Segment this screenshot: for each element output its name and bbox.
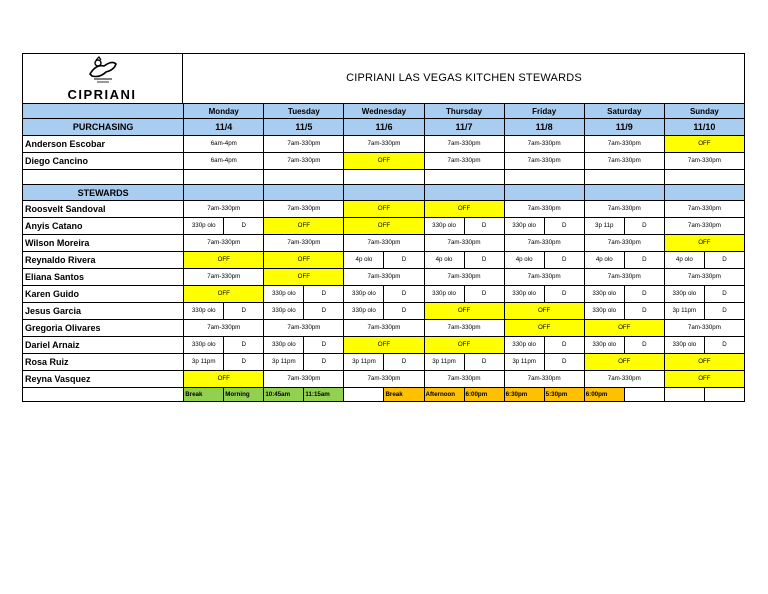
shift-cell: 7am-330pm xyxy=(664,201,744,218)
table-row xyxy=(23,269,745,286)
shift-cell: 7am-330pm xyxy=(504,371,584,388)
shift-cell: 7am-330pm xyxy=(184,235,264,252)
shift-flag-cell: D xyxy=(304,286,344,303)
off-cell: OFF xyxy=(184,371,264,388)
off-cell: OFF xyxy=(344,201,424,218)
blank-cell xyxy=(184,185,264,201)
shift-cell: 7am-330pm xyxy=(424,320,504,337)
shift-cell: 7am-330pm xyxy=(264,136,344,153)
off-cell: OFF xyxy=(584,320,664,337)
off-cell: OFF xyxy=(344,337,424,354)
table-row xyxy=(23,136,745,153)
table-row xyxy=(23,235,745,252)
cipriani-emblem-icon xyxy=(86,56,120,86)
blank-cell xyxy=(584,185,664,201)
shift-flag-cell: D xyxy=(544,286,584,303)
off-cell: OFF xyxy=(584,354,664,371)
break-legend-cell: 11:15am xyxy=(304,388,344,402)
logo xyxy=(22,53,183,103)
shift-flag-cell: D xyxy=(464,354,504,371)
shift-flag-cell: D xyxy=(544,252,584,269)
shift-cell: 330p olo xyxy=(184,303,224,320)
shift-cell: 3p 11pm xyxy=(664,303,704,320)
employee-name: Eliana Santos xyxy=(23,269,184,286)
shift-flag-cell: D xyxy=(224,337,264,354)
shift-cell: 330p olo xyxy=(584,303,624,320)
shift-cell: 7am-330pm xyxy=(424,153,504,170)
break-legend-cell: 10:45am xyxy=(264,388,304,402)
employee-name: Jesus Garcia xyxy=(23,303,184,320)
shift-flag-cell: D xyxy=(224,303,264,320)
shift-cell: 7am-330pm xyxy=(264,201,344,218)
table-row xyxy=(23,303,745,320)
break-legend-cell: 6:00pm xyxy=(464,388,504,402)
off-cell: OFF xyxy=(184,286,264,303)
section-row xyxy=(23,185,745,201)
shift-cell: 330p olo xyxy=(504,286,544,303)
table-row xyxy=(23,354,745,371)
table-row xyxy=(23,337,745,354)
shift-cell: 7am-330pm xyxy=(264,153,344,170)
day-name: Sunday xyxy=(664,104,744,119)
day-date: 11/5 xyxy=(264,119,344,136)
break-legend-cell: Break xyxy=(184,388,224,402)
blank-cell xyxy=(23,170,184,185)
shift-cell: 4p olo xyxy=(344,252,384,269)
break-legend-cell: 5:30pm xyxy=(544,388,584,402)
shift-cell: 330p olo xyxy=(664,337,704,354)
break-legend-cell xyxy=(664,388,704,402)
section-title-stewards: STEWARDS xyxy=(23,185,184,201)
shift-flag-cell: D xyxy=(384,303,424,320)
shift-flag-cell: D xyxy=(224,354,264,371)
break-legend-row xyxy=(23,388,745,402)
table-row xyxy=(23,201,745,218)
off-cell: OFF xyxy=(664,371,744,388)
shift-flag-cell: D xyxy=(464,218,504,235)
shift-cell: 7am-330pm xyxy=(584,269,664,286)
shift-flag-cell: D xyxy=(384,252,424,269)
header-corner xyxy=(23,104,184,119)
shift-cell: 4p olo xyxy=(584,252,624,269)
section-title-purchasing: PURCHASING xyxy=(23,119,184,136)
shift-flag-cell: D xyxy=(704,286,744,303)
shift-cell: 7am-330pm xyxy=(424,269,504,286)
table-row xyxy=(23,371,745,388)
day-date: 11/7 xyxy=(424,119,504,136)
blank-cell xyxy=(264,170,344,185)
off-cell: OFF xyxy=(424,337,504,354)
shift-cell: 3p 11pm xyxy=(504,354,544,371)
off-cell: OFF xyxy=(344,218,424,235)
shift-flag-cell: D xyxy=(544,337,584,354)
shift-cell: 7am-330pm xyxy=(664,320,744,337)
table-row xyxy=(23,320,745,337)
off-cell: OFF xyxy=(664,136,744,153)
employee-name: Roosvelt Sandoval xyxy=(23,201,184,218)
shift-cell: 3p 11p xyxy=(584,218,624,235)
day-name: Monday xyxy=(184,104,264,119)
break-legend-cell: 6:00pm xyxy=(584,388,624,402)
shift-cell: 7am-330pm xyxy=(264,320,344,337)
shift-cell: 7am-330pm xyxy=(584,371,664,388)
shift-cell: 6am-4pm xyxy=(184,153,264,170)
shift-cell: 330p olo xyxy=(584,337,624,354)
shift-flag-cell: D xyxy=(304,354,344,371)
employee-name: Gregoria Olivares xyxy=(23,320,184,337)
shift-cell: 7am-330pm xyxy=(424,371,504,388)
employee-name: Karen Guido xyxy=(23,286,184,303)
off-cell: OFF xyxy=(664,235,744,252)
blank-cell xyxy=(504,185,584,201)
logo-text: CIPRIANI xyxy=(67,87,137,102)
shift-cell: 7am-330pm xyxy=(584,201,664,218)
shift-cell: 7am-330pm xyxy=(504,235,584,252)
shift-cell: 7am-330pm xyxy=(504,201,584,218)
shift-cell: 4p olo xyxy=(504,252,544,269)
shift-flag-cell: D xyxy=(304,337,344,354)
employee-name: Rosa Ruiz xyxy=(23,354,184,371)
shift-cell: 7am-330pm xyxy=(424,235,504,252)
employee-name: Anyis Catano xyxy=(23,218,184,235)
shift-cell: 7am-330pm xyxy=(424,136,504,153)
shift-cell: 7am-330pm xyxy=(184,201,264,218)
employee-name: Reyna Vasquez xyxy=(23,371,184,388)
shift-cell: 3p 11pm xyxy=(424,354,464,371)
off-cell: OFF xyxy=(664,354,744,371)
shift-cell: 330p olo xyxy=(504,337,544,354)
day-name: Thursday xyxy=(424,104,504,119)
shift-cell: 7am-330pm xyxy=(664,218,744,235)
blank-cell xyxy=(264,185,344,201)
employee-name: Dariel Arnaiz xyxy=(23,337,184,354)
shift-cell: 7am-330pm xyxy=(584,136,664,153)
day-date: 11/8 xyxy=(504,119,584,136)
break-legend-cell xyxy=(344,388,384,402)
shift-cell: 7am-330pm xyxy=(504,153,584,170)
off-cell: OFF xyxy=(504,303,584,320)
shift-cell: 7am-330pm xyxy=(504,269,584,286)
shift-cell: 7am-330pm xyxy=(344,371,424,388)
shift-cell: 7am-330pm xyxy=(344,136,424,153)
blank-cell xyxy=(344,185,424,201)
shift-flag-cell: D xyxy=(624,218,664,235)
break-legend-cell: Break xyxy=(384,388,424,402)
shift-cell: 7am-330pm xyxy=(184,269,264,286)
day-date: 11/6 xyxy=(344,119,424,136)
shift-cell: 330p olo xyxy=(264,286,304,303)
shift-cell: 330p olo xyxy=(184,218,224,235)
shift-cell: 330p olo xyxy=(264,303,304,320)
blank-cell xyxy=(424,170,504,185)
employee-name: Reynaldo Rivera xyxy=(23,252,184,269)
shift-flag-cell: D xyxy=(224,218,264,235)
shift-cell: 7am-330pm xyxy=(584,153,664,170)
shift-cell: 330p olo xyxy=(424,286,464,303)
shift-cell: 7am-330pm xyxy=(344,269,424,286)
blank-cell xyxy=(184,170,264,185)
blank-cell xyxy=(664,185,744,201)
shift-flag-cell: D xyxy=(624,252,664,269)
shift-cell: 7am-330pm xyxy=(664,269,744,286)
day-date: 11/4 xyxy=(184,119,264,136)
table-row xyxy=(23,252,745,269)
employee-name: Anderson Escobar xyxy=(23,136,184,153)
shift-flag-cell: D xyxy=(544,354,584,371)
off-cell: OFF xyxy=(424,201,504,218)
break-legend-cell xyxy=(624,388,664,402)
shift-cell: 3p 11pm xyxy=(184,354,224,371)
day-date: 11/9 xyxy=(584,119,664,136)
blank-cell xyxy=(424,185,504,201)
day-name: Saturday xyxy=(584,104,664,119)
shift-cell: 7am-330pm xyxy=(344,235,424,252)
shift-cell: 7am-330pm xyxy=(584,235,664,252)
shift-cell: 3p 11pm xyxy=(344,354,384,371)
blank-cell xyxy=(344,170,424,185)
shift-flag-cell: D xyxy=(384,354,424,371)
shift-cell: 330p olo xyxy=(424,218,464,235)
shift-cell: 7am-330pm xyxy=(264,235,344,252)
shift-flag-cell: D xyxy=(624,286,664,303)
page-title: CIPRIANI LAS VEGAS KITCHEN STEWARDS xyxy=(346,72,582,84)
shift-cell: 330p olo xyxy=(184,337,224,354)
blank-cell xyxy=(23,388,184,402)
table-row xyxy=(23,153,745,170)
shift-flag-cell: D xyxy=(624,303,664,320)
blank-cell xyxy=(504,170,584,185)
shift-flag-cell: D xyxy=(384,286,424,303)
shift-cell: 7am-330pm xyxy=(344,320,424,337)
table-row xyxy=(23,286,745,303)
shift-cell: 7am-330pm xyxy=(664,153,744,170)
shift-cell: 6am-4pm xyxy=(184,136,264,153)
shift-cell: 4p olo xyxy=(664,252,704,269)
break-legend-cell: 6:30pm xyxy=(504,388,544,402)
shift-cell: 3p 11pm xyxy=(264,354,304,371)
day-name: Tuesday xyxy=(264,104,344,119)
off-cell: OFF xyxy=(264,269,344,286)
shift-flag-cell: D xyxy=(464,286,504,303)
day-date: 11/10 xyxy=(664,119,744,136)
shift-cell: 330p olo xyxy=(264,337,304,354)
off-cell: OFF xyxy=(264,218,344,235)
shift-cell: 4p olo xyxy=(424,252,464,269)
shift-cell: 7am-330pm xyxy=(504,136,584,153)
shift-flag-cell: D xyxy=(304,303,344,320)
shift-cell: 330p olo xyxy=(664,286,704,303)
shift-cell: 330p olo xyxy=(344,286,384,303)
blank-cell xyxy=(664,170,744,185)
off-cell: OFF xyxy=(424,303,504,320)
day-name: Friday xyxy=(504,104,584,119)
shift-cell: 330p olo xyxy=(344,303,384,320)
schedule-table xyxy=(22,103,745,402)
shift-cell: 7am-330pm xyxy=(184,320,264,337)
shift-cell: 330p olo xyxy=(584,286,624,303)
shift-flag-cell: D xyxy=(544,218,584,235)
shift-cell: 7am-330pm xyxy=(264,371,344,388)
date-header-row xyxy=(23,119,745,136)
shift-flag-cell: D xyxy=(704,303,744,320)
table-row xyxy=(23,218,745,235)
break-legend-cell: Afternoon xyxy=(424,388,464,402)
day-header-row xyxy=(23,104,745,119)
off-cell: OFF xyxy=(264,252,344,269)
shift-cell: 330p olo xyxy=(504,218,544,235)
off-cell: OFF xyxy=(504,320,584,337)
break-legend-cell: Morning xyxy=(224,388,264,402)
break-legend-cell xyxy=(704,388,744,402)
off-cell: OFF xyxy=(184,252,264,269)
shift-flag-cell: D xyxy=(704,252,744,269)
shift-flag-cell: D xyxy=(704,337,744,354)
employee-name: Wilson Moreira xyxy=(23,235,184,252)
shift-flag-cell: D xyxy=(464,252,504,269)
shift-flag-cell: D xyxy=(624,337,664,354)
day-name: Wednesday xyxy=(344,104,424,119)
employee-name: Diego Cancino xyxy=(23,153,184,170)
off-cell: OFF xyxy=(344,153,424,170)
blank-row xyxy=(23,170,745,185)
blank-cell xyxy=(584,170,664,185)
